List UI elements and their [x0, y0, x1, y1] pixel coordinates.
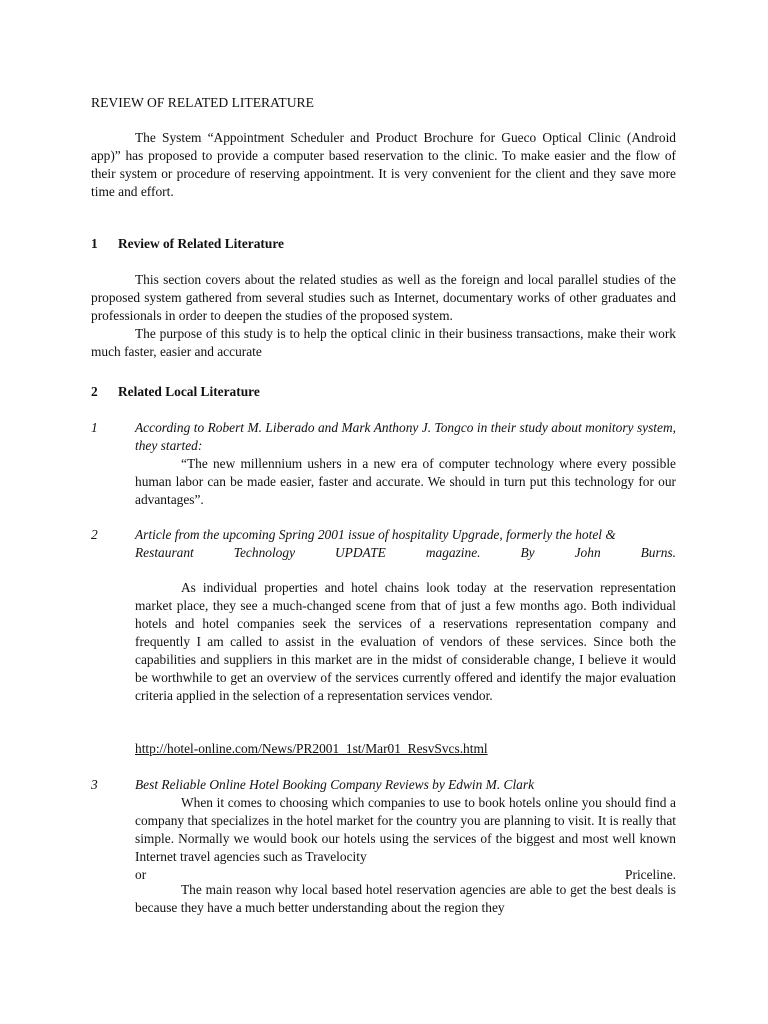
heading-line: Article from the upcoming Spring 2001 issue of hospitality Upgrade, formerly the hotel & — [135, 527, 616, 542]
list-item-heading: According to Robert M. Liberado and Mark Anthony J. Tongco in their study about monitory system, they started: — [135, 420, 676, 453]
last-line-left: or — [135, 867, 147, 882]
list-item-number: 1 — [91, 420, 98, 435]
section-number: 1 — [91, 236, 98, 251]
heading-word: Burns. — [640, 545, 676, 560]
block-quote: “The new millennium ushers in a new era of computer technology where every possible human labor can be made easier, faster and accurate. We should in turn put this technology for our advantages”. — [135, 456, 676, 507]
heading-word: magazine. — [425, 545, 481, 560]
article-link[interactable]: http://hotel-online.com/News/PR2001_1st/Mar01_ResvSvcs.html — [135, 741, 488, 756]
intro-paragraph: The System “Appointment Scheduler and Product Brochure for Gueco Optical Clinic (Android app)” has proposed to provide a computer based reservation to the clinic. To make easier and the flow of their system or procedure of reserving appointment. It is very convenient for the client and they save more time and effort. — [91, 130, 676, 199]
list-item-number: 3 — [91, 777, 98, 792]
paragraph-text: When it comes to choosing which companies to use to book hotels online you should find a company that specializes in the hotel market for the country you are planning to visit. It is really that simple. Normally we would book our hotels using the services of the biggest and most well known Internet travel agencies such as Travelocity — [135, 795, 676, 864]
list-item-heading: Best Reliable Online Hotel Booking Company Reviews by Edwin M. Clark — [135, 777, 535, 792]
section-heading: Related Local Literature — [118, 384, 260, 399]
article-body: As individual properties and hotel chains look today at the reservation representation market place, they see a much-changed scene from that of just a few months ago. Both individual hotels and hotel companies seek the services of a reservations representation company and frequently I am called to assist in the evaluation of vendors of these services. Since both the capabilities and suppliers in this market are in the midst of considerable change, I believe it would be worthwhile to get an overview of the services currently offered and identify the major evaluation criteria applied in the selection of a representation services vendor. — [135, 580, 676, 703]
document-title: REVIEW OF RELATED LITERATURE — [91, 95, 314, 110]
item3-paragraph-1 — [135, 794, 676, 884]
last-line-right: Priceline. — [625, 867, 676, 882]
section-heading: Review of Related Literature — [118, 236, 284, 251]
section-number: 2 — [91, 384, 98, 399]
item3-paragraph-2: The main reason why local based hotel reservation agencies are able to get the best deals is because they have a much better understanding about the region they — [135, 882, 676, 915]
heading-line-spread — [135, 544, 676, 562]
heading-word: Technology — [233, 545, 296, 560]
list-item-heading — [135, 526, 676, 562]
section1-paragraph-1: This section covers about the related studies as well as the foreign and local parallel studies of the proposed system gathered from several studies such as Internet, documentary works of other graduates and professionals in order to deepen the studies of the proposed system. — [91, 272, 676, 323]
heading-word: Restaurant — [135, 545, 194, 560]
heading-word: John — [574, 545, 601, 560]
heading-word: By — [520, 545, 535, 560]
heading-word: UPDATE — [335, 545, 386, 560]
section1-paragraph-2: The purpose of this study is to help the optical clinic in their business transactions, make their work much faster, easier and accurate — [91, 326, 676, 359]
list-item-number: 2 — [91, 527, 98, 542]
